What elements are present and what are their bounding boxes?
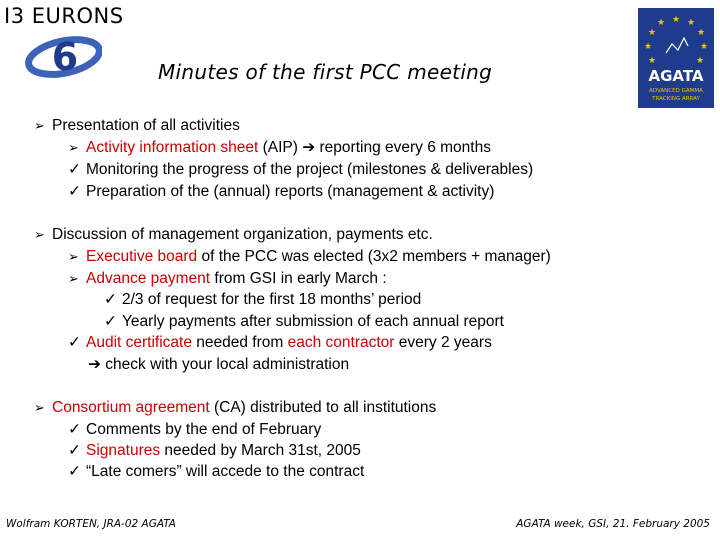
checkmark-icon: ✓: [68, 421, 81, 438]
highlight-text: Executive board: [86, 248, 198, 265]
item-text: Yearly payments after submission of each annual report: [122, 313, 504, 330]
list-item: [68, 248, 551, 266]
right-arrow-icon: ➔: [88, 356, 106, 373]
list-item: [68, 442, 361, 460]
footer-author: Wolfram KORTEN, JRA-02 AGATA: [6, 518, 176, 530]
item-text: 2/3 of request for the first 18 months’ period: [122, 291, 422, 308]
agata-logo-subtitle2: TRACKING ARRAY: [652, 96, 700, 102]
list-item: [68, 463, 364, 481]
footer-event: AGATA week, GSI, 21. February 2005: [516, 518, 710, 530]
page-title: Minutes of the first PCC meeting: [158, 60, 493, 84]
checkmark-icon: ✓: [68, 463, 81, 480]
svg-text:★: ★: [671, 14, 681, 24]
highlight-text: Advance payment: [86, 270, 211, 287]
item-text: of the PCC was elected (3x2 members + manager): [197, 248, 551, 265]
svg-text:★: ★: [647, 27, 657, 37]
checkmark-icon: ✓: [68, 442, 81, 459]
svg-text:★: ★: [647, 55, 657, 65]
svg-text:★: ★: [695, 55, 705, 65]
right-arrow-icon: ➔: [302, 139, 316, 156]
agata-logo: [638, 8, 714, 108]
section-heading: (CA) distributed to all institutions: [209, 399, 437, 416]
arrowhead-bullet-icon: ➢: [34, 118, 45, 133]
list-item: [68, 139, 491, 157]
item-text: from GSI in early March :: [210, 270, 387, 287]
item-text: check with your local administration: [105, 356, 350, 373]
list-item: [68, 270, 387, 288]
item-text: every 2 years: [394, 334, 492, 351]
section-heading: Presentation of all activities: [52, 117, 240, 134]
item-text: Comments by the end of February: [86, 421, 322, 438]
list-item-note: [88, 356, 349, 374]
svg-text:★: ★: [643, 41, 653, 51]
svg-text:★: ★: [686, 17, 696, 27]
list-item: [68, 161, 533, 179]
section-presentation: [34, 117, 240, 135]
arrowhead-bullet-icon: ➢: [34, 400, 45, 415]
agata-logo-name: AGATA: [648, 67, 704, 85]
item-text: needed by March 31st, 2005: [160, 442, 361, 459]
ec-logo-digit: 6: [51, 35, 79, 79]
highlight-text: Activity information sheet: [86, 139, 259, 156]
highlight-text: Audit certificate: [86, 334, 192, 351]
section-heading: Discussion of management organization, payments etc.: [52, 226, 433, 243]
arrowhead-bullet-icon: ➢: [34, 227, 45, 242]
checkmark-icon: ✓: [68, 161, 81, 178]
list-item: [68, 334, 492, 352]
header-label: I3 EURONS: [4, 4, 124, 28]
svg-text:★: ★: [696, 27, 706, 37]
highlight-text: Signatures: [86, 442, 161, 459]
section-consortium: [34, 399, 436, 417]
section-discussion: [34, 226, 433, 244]
svg-text:★: ★: [656, 17, 666, 27]
item-text: (AIP): [258, 139, 303, 156]
checkmark-icon: ✓: [104, 313, 117, 330]
checkmark-icon: ✓: [68, 183, 81, 200]
highlight-text: Consortium agreement: [52, 399, 210, 416]
list-item: [104, 291, 421, 309]
ec-fp6-logo: [24, 31, 102, 81]
item-text: Monitoring the progress of the project (milestones & deliverables): [86, 161, 534, 178]
item-text: “Late comers” will accede to the contract: [86, 463, 365, 480]
arrowhead-bullet-icon: ➢: [68, 271, 79, 286]
item-text: reporting every 6 months: [315, 139, 491, 156]
list-item: [104, 313, 504, 331]
arrowhead-bullet-icon: ➢: [68, 249, 79, 264]
svg-text:★: ★: [699, 41, 709, 51]
item-text: Preparation of the (annual) reports (management & activity): [86, 183, 495, 200]
list-item: [68, 183, 494, 201]
list-item: [68, 421, 321, 439]
item-text: needed from: [191, 334, 288, 351]
agata-logo-subtitle1: ADVANCED GAMMA: [649, 88, 703, 94]
checkmark-icon: ✓: [104, 291, 117, 308]
arrowhead-bullet-icon: ➢: [68, 140, 79, 155]
highlight-text: each contractor: [287, 334, 395, 351]
checkmark-icon: ✓: [68, 334, 81, 351]
